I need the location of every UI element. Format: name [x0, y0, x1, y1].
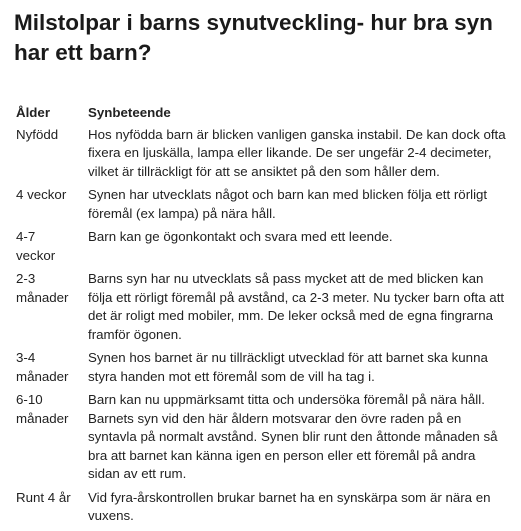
- behavior-cell: Synen hos barnet är nu tillräckligt utvecklad för att barnet ska kunna styra handen mot ett föremål som de vill ha tag i.: [88, 350, 488, 384]
- table-row: [10, 126, 510, 187]
- behavior-cell: Barns syn har nu utvecklats så pass mycket att de med blicken kan följa ett rörligt föremål på avstånd, ca 2-3 meter. Nu tycker barn ofta att det är roligt med mobiler, mm. De leker också med de egna fingrarna framför ögonen.: [88, 271, 505, 342]
- table-header-row: [10, 104, 510, 126]
- column-header-behavior: Synbeteende: [88, 105, 171, 120]
- table-row: [10, 270, 510, 349]
- behavior-cell: Hos nyfödda barn är blicken vanligen ganska instabil. De kan dock ofta fixera en ljuskälla, lampa eller likande. De ser ungefär 2-4 decimeter, vilket är tillräckligt för att se ansiktet på den som håller dem.: [88, 126, 506, 179]
- table-row: [10, 489, 510, 531]
- milestones-table: [10, 104, 510, 531]
- age-cell: 3-4 månader: [16, 350, 69, 384]
- page-title: Milstolpar i barns synutveckling- hur bra syn har ett barn?: [14, 10, 493, 65]
- behavior-cell: Barn kan nu uppmärksamt titta och undersöka föremål på nära håll. Barnets syn vid den här åldern motsvarar den övre raden på en syntavla på normalt avstånd. Synen blir runt den åttonde månaden så bra att barnet kan känna igen en person eller ett föremål på andra sidan av ett rum.: [88, 392, 498, 481]
- age-cell: Runt 4 år: [16, 489, 71, 505]
- behavior-cell: Synen har utvecklats något och barn kan med blicken följa ett rörligt föremål (ex lampa) på nära håll.: [88, 187, 488, 221]
- age-cell: 4 veckor: [16, 187, 67, 202]
- age-cell: 6-10 månader: [16, 392, 69, 426]
- table-row: [10, 186, 510, 228]
- table-row: [10, 228, 510, 270]
- behavior-cell: Barn kan ge ögonkontakt och svara med ett leende.: [88, 229, 393, 244]
- column-header-age: Ålder: [16, 105, 50, 120]
- table-row: [10, 391, 510, 489]
- behavior-cell: Vid fyra-årskontrollen brukar barnet ha en synskärpa som är nära en vuxens.: [88, 489, 491, 523]
- age-cell: 2-3 månader: [16, 271, 69, 305]
- table-row: [10, 349, 510, 391]
- age-cell: 4-7 veckor: [16, 229, 56, 263]
- age-cell: Nyfödd: [16, 126, 59, 142]
